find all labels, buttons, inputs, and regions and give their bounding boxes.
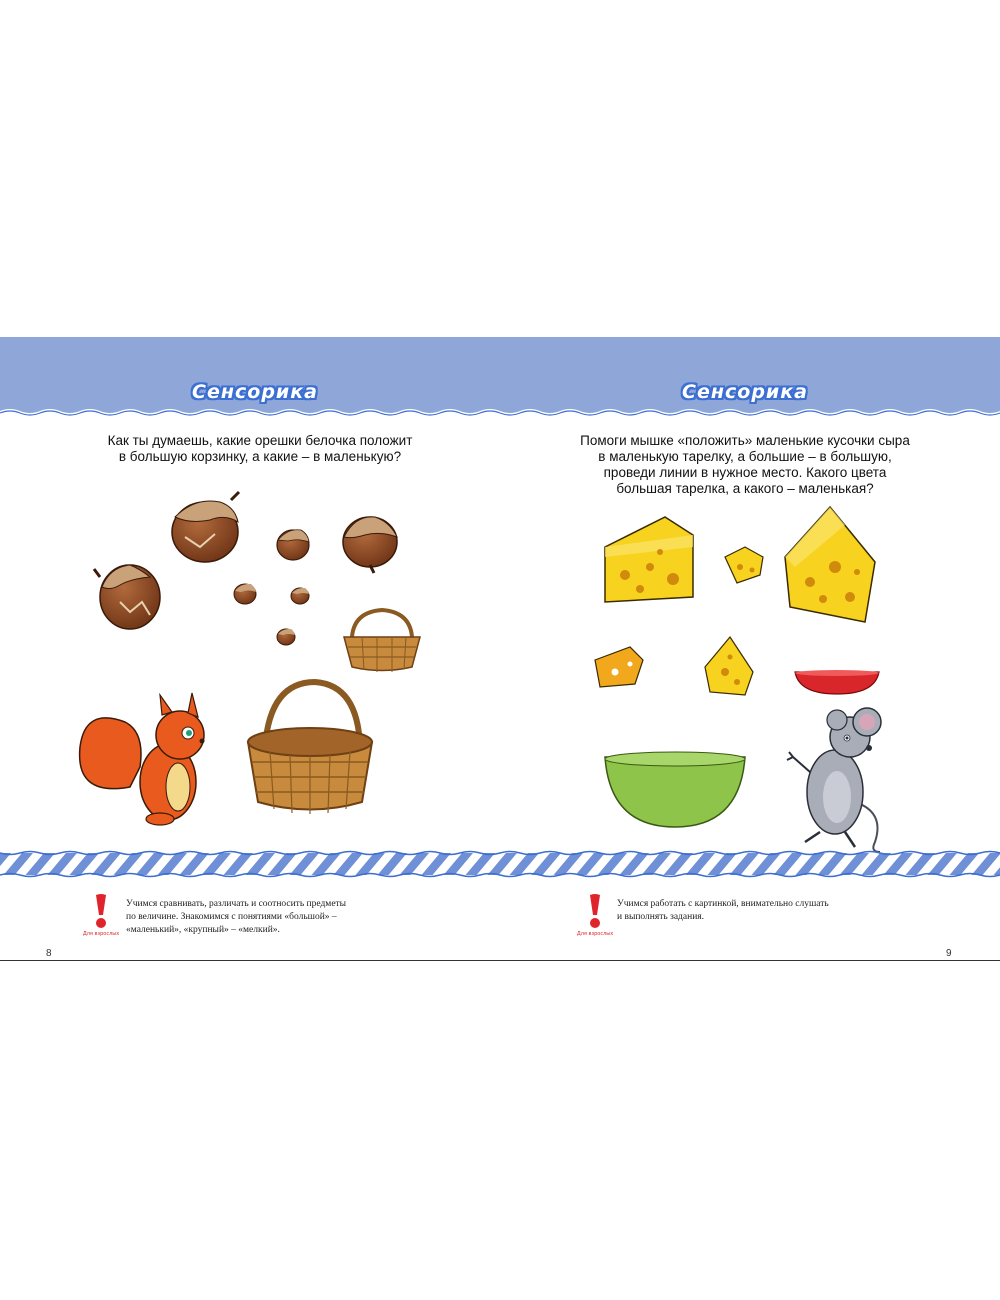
hazelnut-large	[94, 565, 160, 629]
task-line: Как ты думаешь, какие орешки белочка положит	[107, 433, 413, 448]
cheese-small	[595, 647, 643, 687]
hazelnut-small	[234, 584, 256, 604]
right-page-number: 9	[946, 948, 952, 959]
left-illustration	[60, 477, 480, 847]
right-page-title: Сенсорика	[682, 381, 808, 403]
squirrel	[80, 693, 205, 825]
right-task-text	[545, 433, 945, 497]
header-wave-edge	[0, 407, 1000, 421]
note-icon-caption: Для взрослых	[82, 931, 120, 937]
hazelnut-small	[277, 629, 295, 645]
small-basket	[344, 610, 420, 672]
hazelnut-medium	[277, 530, 309, 560]
note-icon-caption: Для взрослых	[576, 931, 614, 937]
large-basket	[248, 682, 372, 814]
mouse	[787, 708, 881, 852]
task-line: проведи линии в нужное место. Какого цвета	[603, 465, 887, 480]
right-note	[617, 898, 917, 924]
cheese-large	[785, 507, 875, 622]
cheese-small	[725, 547, 763, 583]
hazelnut-small	[291, 588, 309, 604]
small-plate	[795, 670, 879, 694]
task-line: Помоги мышке «положить» маленькие кусочки сыра	[580, 433, 910, 448]
left-page-number: 8	[46, 948, 52, 959]
right-illustration	[585, 507, 905, 847]
left-task-text	[60, 433, 460, 465]
task-line: в маленькую тарелку, а большие – в большую,	[598, 449, 892, 464]
exclamation-icon	[82, 893, 120, 937]
big-plate	[605, 752, 745, 827]
note-line: и выполнять задания.	[617, 912, 705, 922]
hazelnut-large	[172, 492, 239, 562]
page-bottom-rule	[0, 960, 1000, 961]
left-note	[126, 898, 426, 937]
header-band	[0, 337, 1000, 415]
cheese-large	[605, 517, 693, 602]
note-line: «маленький», «крупный» – «мелкий».	[126, 925, 280, 935]
note-line: Учимся работать с картинкой, внимательно слушать	[617, 899, 829, 909]
note-line: по величине. Знакомимся с понятиями «большой» –	[126, 912, 337, 922]
exclamation-icon	[576, 893, 614, 937]
task-line: в большую корзинку, а какие – в маленькую?	[118, 449, 402, 464]
hazelnut-large	[343, 517, 397, 573]
note-line: Учимся сравнивать, различать и соотносить предметы	[126, 899, 347, 909]
left-page-title: Сенсорика	[192, 381, 318, 403]
decorative-stripe	[0, 853, 1000, 875]
cheese-small	[705, 637, 753, 695]
book-spread	[0, 337, 1000, 963]
task-line: большая тарелка, а какого – маленькая?	[616, 481, 874, 496]
